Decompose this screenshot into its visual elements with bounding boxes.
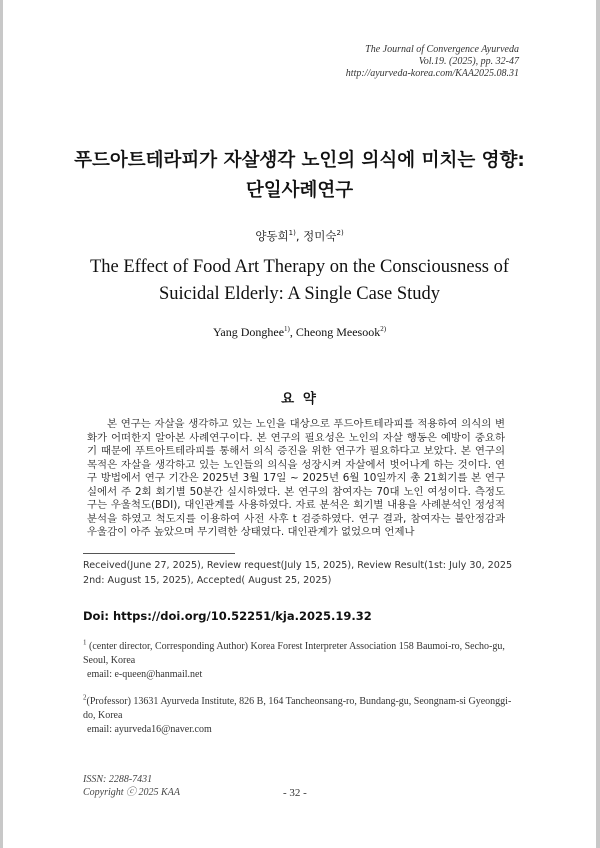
english-title-line-1: The Effect of Food Art Therapy on the Consciousness of: [89, 257, 510, 277]
author-ko-2: 정미숙: [303, 229, 337, 243]
abstract-text: 본 연구는 자살을 생각하고 있는 노인을 대상으로 푸드아트테라피를 적용하여 의식의 변화가 어떠한지 알아본 사례연구이다. 본 연구의 필요성은 노인의 자살 행동은 예방이 중요하기 때문에 푸트아트테라피를 통해서 의식 증진을 위한 연구가 필요하다고 보았다. 본 연구의 목적은 자살을 생각하고 있는 노인들의 의식을 성장시켜 자살에서 벗어나게 하는 것이다. 연구 방법에서 연구 기간은 2025년 3월 17일 ~ 2025년 6월 10일까지 총 21회기를 본 연구실에서 주 2회 회기별 50분간 실시하였다. 본 연구의 참여자는 70대 노인 여성이다. 측정도구는 우울척도(BDI), 대인관계를 사용하였다. 자료 분석은 회기별 내용을 사례분석인 정성적 분석을 하였고 척도지를 이용하여 사전 사후 t 검증하였다. 연구 결과, 참여자는 불안정감과 우울감이 아주 높았으며 무기력한 상태였다. 대인관계가 없었으며 언제나: [87, 418, 505, 538]
journal-url: http://ayurveda-korea.com/KAA2025.08.31: [345, 68, 519, 79]
issn: ISSN: 2288-7431: [83, 774, 153, 785]
english-title-line-2: Suicidal Elderly: A Single Case Study: [158, 284, 441, 304]
author-en-1-affil: 1): [284, 325, 290, 333]
page-number: - 32 -: [283, 787, 307, 799]
journal-volume: Vol.19. (2025), pp. 32-47: [418, 56, 519, 67]
footnote-1-text: (center director, Corresponding Author) Korea Forest Interpreter Association 158 Baumoi-ro, Secho-gu, Seoul, Korea: [83, 641, 505, 666]
author-en-1: Yang Donghee: [212, 325, 285, 339]
received-dates: Received(June 27, 2025), Review request(July 15, 2025), Review Result(1st: July 30, 2025 2nd: August 15, 2025), Accepted( August 25, 2025): [83, 560, 513, 586]
footnote-2-mark: 2: [83, 693, 87, 702]
copyright: Copyright ⓒ 2025 KAA: [83, 787, 180, 798]
author-ko-1: 양동희: [255, 229, 289, 243]
footnote-1-email: email: e-queen@hanmail.net: [87, 669, 203, 680]
author-ko-2-affil: 2): [336, 229, 344, 238]
journal-name: The Journal of Convergence Ayurveda: [365, 44, 519, 55]
footnote-rule: [83, 553, 235, 554]
korean-title-line-2: 단일사례연구: [245, 180, 354, 201]
footnote-2-text: (Professor) 13631 Ayurveda Institute, 826 B, 164 Tancheonsang-ro, Bundang-gu, Seongnam-si Gyeonggi-do, Korea: [83, 696, 512, 721]
author-en-2: Cheong Meesook: [295, 325, 381, 339]
page-footer: [83, 773, 180, 799]
abstract-heading: 요 약: [281, 391, 318, 407]
author-en-2-affil: 2): [380, 325, 387, 333]
author-ko-1-affil: 1): [288, 229, 296, 238]
footnote-1-mark: 1: [83, 638, 87, 647]
footnote-2: [83, 695, 523, 737]
footnote-1: [83, 640, 523, 682]
author-separator: ,: [295, 229, 304, 243]
korean-title-line-1: 푸드아트테라피가 자살생각 노인의 의식에 미치는 영향:: [74, 150, 525, 171]
korean-authors: [3, 228, 596, 244]
footnote-2-email: email: ayurveda16@naver.com: [87, 724, 212, 735]
paper-page: [3, 0, 596, 848]
doi-line[interactable]: Doi: https://doi.org/10.52251/kja.2025.19.32: [83, 609, 372, 623]
abstract-body: [87, 418, 505, 540]
author-separator-en: ,: [289, 325, 296, 339]
english-authors: [3, 325, 596, 340]
journal-header: [346, 44, 519, 80]
